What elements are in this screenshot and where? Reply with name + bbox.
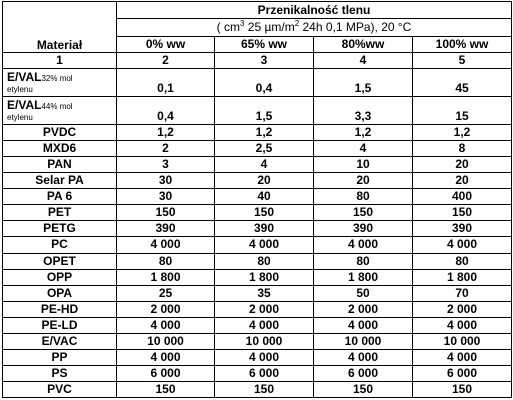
units-suffix: 24h 0,1 MPa), 20 °C: [299, 20, 412, 35]
units-mid: 25 µm/m: [244, 20, 295, 35]
value-cell: 150: [215, 205, 314, 221]
material-cell: PVC: [3, 381, 117, 397]
value-cell: 80: [314, 189, 413, 205]
table-row: [3, 157, 512, 173]
group-title: Przenikalność tlenu: [257, 2, 371, 17]
value-cell: 4 000: [117, 349, 215, 365]
material-cell: PS: [3, 365, 117, 381]
value-cell: 10 000: [117, 333, 215, 349]
material-cell: PETG: [3, 221, 117, 237]
material-cell: PAN: [3, 157, 117, 173]
value-cell: 390: [314, 221, 413, 237]
value-cell: 4 000: [215, 349, 314, 365]
table-row: [3, 285, 512, 301]
value-cell: 4 000: [413, 317, 512, 333]
value-cell: 390: [117, 221, 215, 237]
value-cell: 1,2: [413, 125, 512, 141]
value-cell: 30: [117, 189, 215, 205]
table-row: [3, 317, 512, 333]
value-cell: 150: [314, 205, 413, 221]
value-cell: 1,5: [314, 69, 413, 97]
value-cell: 1 800: [413, 269, 512, 285]
table-row: [3, 365, 512, 381]
value-cell: 6 000: [117, 365, 215, 381]
value-cell: 4: [314, 141, 413, 157]
value-cell: 2 000: [413, 301, 512, 317]
table-row: [3, 301, 512, 317]
value-cell: 4 000: [314, 349, 413, 365]
table-row: [3, 173, 512, 189]
material-cell: OPP: [3, 269, 117, 285]
value-cell: 10 000: [215, 333, 314, 349]
units-sup-3: 3: [239, 19, 245, 29]
value-cell: 20: [413, 157, 512, 173]
material-subscript-line2: etylenu: [7, 113, 33, 123]
value-cell: 0,4: [117, 97, 215, 125]
value-cell: 40: [215, 189, 314, 205]
value-cell: 80: [413, 253, 512, 269]
value-cell: 150: [413, 205, 512, 221]
table-row: [3, 253, 512, 269]
table-row: [3, 97, 512, 125]
value-cell: 1 800: [314, 269, 413, 285]
material-cell: OPET: [3, 253, 117, 269]
material-cell: MXD6: [3, 141, 117, 157]
value-cell: 4 000: [117, 237, 215, 253]
value-cell: 1,2: [314, 125, 413, 141]
value-cell: 10 000: [314, 333, 413, 349]
value-cell: 25: [117, 285, 215, 301]
units-sup-2: 2: [294, 19, 300, 29]
column-number: 4: [314, 53, 413, 69]
units-prefix: ( cm: [216, 20, 240, 35]
table-row: [3, 125, 512, 141]
value-cell: 2: [117, 141, 215, 157]
value-cell: 4 000: [314, 237, 413, 253]
value-cell: 400: [413, 189, 512, 205]
value-cell: 45: [413, 69, 512, 97]
value-cell: 1,2: [117, 125, 215, 141]
group-title-cell: [117, 2, 512, 19]
material-cell: E/VAC: [3, 333, 117, 349]
value-cell: 6 000: [413, 365, 512, 381]
material-subscript: 32% mol: [41, 74, 73, 84]
material-cell: PVDC: [3, 125, 117, 141]
value-cell: 4 000: [117, 317, 215, 333]
material-cell: PE-LD: [3, 317, 117, 333]
value-cell: 4 000: [413, 349, 512, 365]
table-row: [3, 221, 512, 237]
column-header: 80%ww: [314, 37, 413, 53]
value-cell: 4 000: [413, 237, 512, 253]
table-row: [3, 237, 512, 253]
table-row: [3, 333, 512, 349]
value-cell: 2 000: [215, 301, 314, 317]
value-cell: 0,1: [117, 69, 215, 97]
column-header: 0% ww: [117, 37, 215, 53]
value-cell: 390: [413, 221, 512, 237]
table-row: [3, 205, 512, 221]
material-cell: [3, 97, 117, 125]
table-row: [3, 349, 512, 365]
value-cell: 80: [215, 253, 314, 269]
material-cell: PE-HD: [3, 301, 117, 317]
material-subscript: 44% mol: [41, 102, 73, 112]
value-cell: 1,2: [215, 125, 314, 141]
column-header: 100% ww: [413, 37, 512, 53]
value-cell: 2,5: [215, 141, 314, 157]
material-header-cell: [3, 2, 117, 53]
value-cell: 30: [117, 173, 215, 189]
value-cell: 80: [117, 253, 215, 269]
table-row: [3, 381, 512, 397]
table-row: [3, 69, 512, 97]
column-number: 1: [3, 53, 117, 69]
value-cell: 4: [215, 157, 314, 173]
value-cell: 150: [117, 381, 215, 397]
value-cell: 70: [413, 285, 512, 301]
value-cell: 10: [314, 157, 413, 173]
value-cell: 50: [314, 285, 413, 301]
value-cell: 150: [314, 381, 413, 397]
value-cell: 8: [413, 141, 512, 157]
value-cell: 4 000: [215, 317, 314, 333]
material-cell: PET: [3, 205, 117, 221]
material-subscript-line2: etylenu: [7, 85, 33, 95]
value-cell: 390: [215, 221, 314, 237]
value-cell: 6 000: [215, 365, 314, 381]
table-row: [3, 189, 512, 205]
value-cell: 3: [117, 157, 215, 173]
column-number: 3: [215, 53, 314, 69]
material-cell: PA 6: [3, 189, 117, 205]
value-cell: 6 000: [314, 365, 413, 381]
value-cell: 20: [413, 173, 512, 189]
material-header: Materiał: [36, 38, 83, 53]
value-cell: 35: [215, 285, 314, 301]
table-row: [3, 269, 512, 285]
value-cell: 2 000: [117, 301, 215, 317]
material-name: E/VAL: [7, 70, 42, 85]
value-cell: 20: [314, 173, 413, 189]
column-header: 65% ww: [215, 37, 314, 53]
value-cell: 10 000: [413, 333, 512, 349]
value-cell: 150: [117, 205, 215, 221]
value-cell: 150: [215, 381, 314, 397]
value-cell: 80: [314, 253, 413, 269]
units-cell: [117, 19, 512, 37]
value-cell: 3,3: [314, 97, 413, 125]
value-cell: 4 000: [314, 317, 413, 333]
value-cell: 20: [215, 173, 314, 189]
value-cell: 1 800: [215, 269, 314, 285]
table-row: [3, 141, 512, 157]
value-cell: 1,5: [215, 97, 314, 125]
value-cell: 15: [413, 97, 512, 125]
value-cell: 2 000: [314, 301, 413, 317]
value-cell: 0,4: [215, 69, 314, 97]
material-cell: OPA: [3, 285, 117, 301]
oxygen-permeability-table: [2, 1, 512, 398]
value-cell: 150: [413, 381, 512, 397]
value-cell: 4 000: [215, 237, 314, 253]
material-name: E/VAL: [7, 98, 42, 113]
value-cell: 1 800: [117, 269, 215, 285]
material-cell: [3, 69, 117, 97]
material-cell: PC: [3, 237, 117, 253]
column-number: 5: [413, 53, 512, 69]
material-cell: Selar PA: [3, 173, 117, 189]
material-cell: PP: [3, 349, 117, 365]
column-number: 2: [117, 53, 215, 69]
